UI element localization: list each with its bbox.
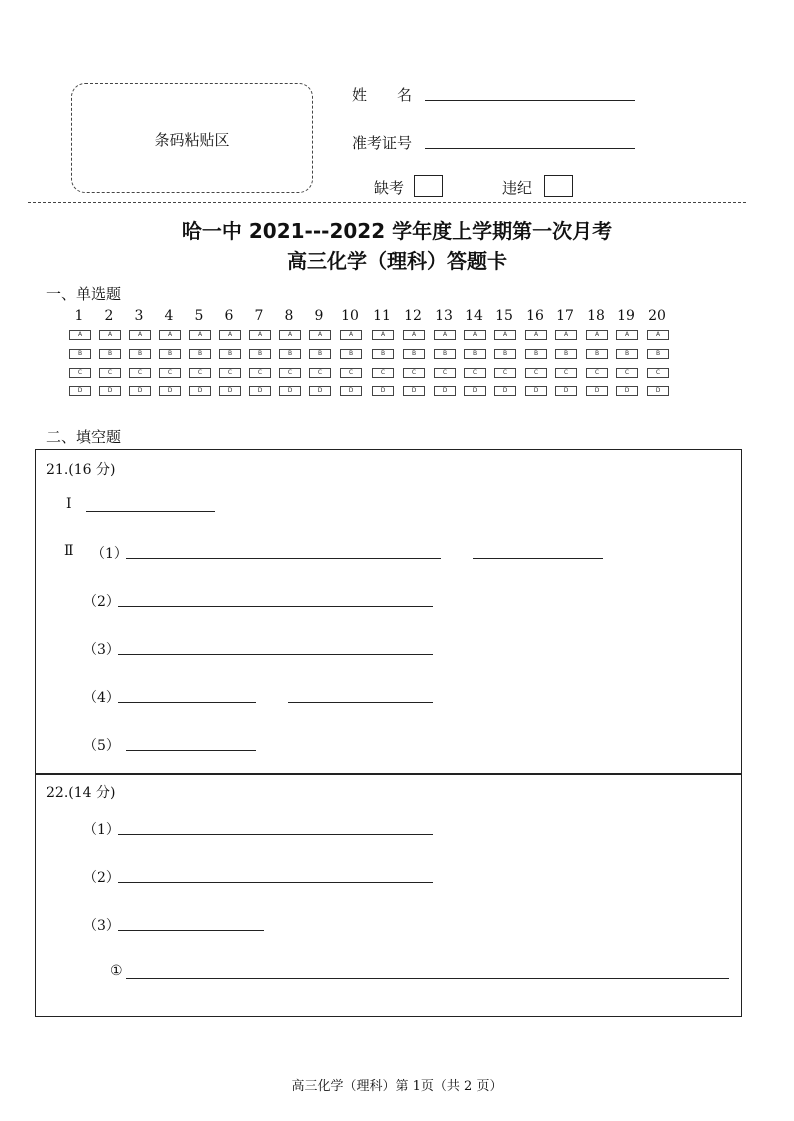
option-bubble-q3-A[interactable]: A [129,330,151,340]
q21-part-2-label: （2） [83,594,120,610]
question-number-19: 19 [617,308,635,324]
option-bubble-q16-C[interactable]: C [525,368,547,378]
option-bubble-q12-B[interactable]: B [403,349,425,359]
q21-part-4-answer-line-b[interactable] [288,702,433,703]
option-bubble-q16-D[interactable]: D [525,386,547,396]
option-bubble-q13-D[interactable]: D [434,386,456,396]
option-bubble-q4-D[interactable]: D [159,386,181,396]
option-bubble-q15-B[interactable]: B [494,349,516,359]
option-bubble-q1-D[interactable]: D [69,386,91,396]
option-bubble-q14-A[interactable]: A [464,330,486,340]
option-bubble-q20-C[interactable]: C [647,368,669,378]
question-number-15: 15 [495,308,513,324]
q22-part-3-label: （3） [83,918,120,934]
option-bubble-q18-D[interactable]: D [586,386,608,396]
question-21-heading: 21.(16 分) [46,462,116,478]
option-bubble-q17-D[interactable]: D [555,386,577,396]
option-bubble-q10-D[interactable]: D [340,386,362,396]
q21-part-3-label: （3） [83,642,120,658]
option-bubble-q11-B[interactable]: B [372,349,394,359]
option-bubble-q17-C[interactable]: C [555,368,577,378]
option-bubble-q15-C[interactable]: C [494,368,516,378]
option-bubble-q17-A[interactable]: A [555,330,577,340]
option-bubble-q11-A[interactable]: A [372,330,394,340]
option-bubble-q10-C[interactable]: C [340,368,362,378]
question-number-9: 9 [314,308,324,324]
question-number-20: 20 [648,308,666,324]
q22-part-1-answer-line[interactable] [118,834,433,835]
option-bubble-q20-D[interactable]: D [647,386,669,396]
question-22-heading: 22.(14 分) [46,785,116,801]
option-bubble-q5-B[interactable]: B [189,349,211,359]
option-bubble-q3-B[interactable]: B [129,349,151,359]
option-bubble-q14-C[interactable]: C [464,368,486,378]
q21-part-4-answer-line-a[interactable] [118,702,256,703]
q21-part-2-answer-line[interactable] [118,606,433,607]
question-number-17: 17 [556,308,574,324]
option-bubble-q18-C[interactable]: C [586,368,608,378]
question-number-6: 6 [224,308,234,324]
barcode-area-label: 条码粘贴区 [154,131,230,149]
option-bubble-q4-B[interactable]: B [159,349,181,359]
option-bubble-q5-C[interactable]: C [189,368,211,378]
question-number-11: 11 [373,308,391,324]
option-bubble-q2-B[interactable]: B [99,349,121,359]
q22-part-1-label: （1） [83,822,120,838]
option-bubble-q9-D[interactable]: D [309,386,331,396]
q21-part-5-answer-line[interactable] [126,750,256,751]
question-number-3: 3 [134,308,144,324]
question-number-1: 1 [74,308,84,324]
section-single-choice-heading: 一、单选题 [46,285,122,303]
option-bubble-q9-C[interactable]: C [309,368,331,378]
option-bubble-q6-D[interactable]: D [219,386,241,396]
option-bubble-q5-D[interactable]: D [189,386,211,396]
option-bubble-q12-A[interactable]: A [403,330,425,340]
option-bubble-q19-A[interactable]: A [616,330,638,340]
option-bubble-q2-C[interactable]: C [99,368,121,378]
option-bubble-q9-A[interactable]: A [309,330,331,340]
option-bubble-q6-B[interactable]: B [219,349,241,359]
option-bubble-q10-B[interactable]: B [340,349,362,359]
question-number-2: 2 [104,308,114,324]
q21-part-1-label: （1） [91,546,128,562]
option-bubble-q18-B[interactable]: B [586,349,608,359]
name-label: 姓 名 [352,86,413,104]
option-bubble-q20-B[interactable]: B [647,349,669,359]
page-footer: 高三化学（理科）第 1页（共 2 页） [291,1079,503,1094]
option-bubble-q1-A[interactable]: A [69,330,91,340]
option-bubble-q1-C[interactable]: C [69,368,91,378]
question-number-18: 18 [587,308,605,324]
question-number-7: 7 [254,308,264,324]
option-bubble-q13-C[interactable]: C [434,368,456,378]
violation-label: 违纪 [502,179,533,197]
option-bubble-q2-A[interactable]: A [99,330,121,340]
q21-part-4-label: （4） [83,690,120,706]
option-bubble-q9-B[interactable]: B [309,349,331,359]
q21-part-1-answer-line-a[interactable] [126,558,441,559]
option-bubble-q12-C[interactable]: C [403,368,425,378]
option-bubble-q15-A[interactable]: A [494,330,516,340]
question-21-box [35,449,742,775]
option-bubble-q14-D[interactable]: D [464,386,486,396]
q21-roman-1-answer-line[interactable] [86,511,215,512]
option-bubble-q11-D[interactable]: D [372,386,394,396]
option-bubble-q16-A[interactable]: A [525,330,547,340]
q21-part-roman-2: Ⅱ [64,543,74,559]
q22-part-3-answer-line[interactable] [118,930,264,931]
exam-title: 哈一中 2021---2022 学年度上学期第一次月考 [181,219,613,243]
option-bubble-q13-A[interactable]: A [434,330,456,340]
question-number-8: 8 [284,308,294,324]
option-bubble-q3-C[interactable]: C [129,368,151,378]
q21-part-5-label: （5） [83,738,120,754]
option-bubble-q19-D[interactable]: D [616,386,638,396]
q22-circled-1-answer-line[interactable] [126,978,729,979]
option-bubble-q4-C[interactable]: C [159,368,181,378]
question-number-4: 4 [164,308,174,324]
option-bubble-q8-C[interactable]: C [279,368,301,378]
option-bubble-q18-A[interactable]: A [586,330,608,340]
option-bubble-q7-A[interactable]: A [249,330,271,340]
question-22-box [35,773,742,1017]
option-bubble-q2-D[interactable]: D [99,386,121,396]
option-bubble-q19-B[interactable]: B [616,349,638,359]
option-bubble-q14-B[interactable]: B [464,349,486,359]
q22-part-2-label: （2） [83,870,120,886]
question-number-5: 5 [194,308,204,324]
option-bubble-q11-C[interactable]: C [372,368,394,378]
option-bubble-q6-A[interactable]: A [219,330,241,340]
option-bubble-q7-D[interactable]: D [249,386,271,396]
question-number-16: 16 [526,308,544,324]
option-bubble-q6-C[interactable]: C [219,368,241,378]
q21-part-roman-1: Ⅰ [66,496,72,512]
q21-part-1-answer-line-b[interactable] [473,558,603,559]
option-bubble-q7-C[interactable]: C [249,368,271,378]
option-bubble-q5-A[interactable]: A [189,330,211,340]
q21-part-3-answer-line[interactable] [118,654,433,655]
option-bubble-q3-D[interactable]: D [129,386,151,396]
question-number-12: 12 [404,308,422,324]
question-number-13: 13 [435,308,453,324]
q22-part-2-answer-line[interactable] [118,882,433,883]
option-bubble-q12-D[interactable]: D [403,386,425,396]
q22-circled-1-label: ① [110,963,123,979]
exam-id-label: 准考证号 [352,134,413,152]
option-bubble-q4-A[interactable]: A [159,330,181,340]
option-bubble-q17-B[interactable]: B [555,349,577,359]
option-bubble-q16-B[interactable]: B [525,349,547,359]
section-fill-blank-heading: 二、填空题 [46,428,122,446]
option-bubble-q20-A[interactable]: A [647,330,669,340]
option-bubble-q15-D[interactable]: D [494,386,516,396]
question-number-10: 10 [341,308,359,324]
option-bubble-q10-A[interactable]: A [340,330,362,340]
option-bubble-q7-B[interactable]: B [249,349,271,359]
option-bubble-q8-B[interactable]: B [279,349,301,359]
multiple-choice-grid [0,0,794,420]
question-number-14: 14 [465,308,483,324]
option-bubble-q8-A[interactable]: A [279,330,301,340]
answer-sheet-title: 高三化学（理科）答题卡 [287,249,507,273]
option-bubble-q19-C[interactable]: C [616,368,638,378]
absent-label: 缺考 [374,179,405,197]
option-bubble-q8-D[interactable]: D [279,386,301,396]
option-bubble-q1-B[interactable]: B [69,349,91,359]
option-bubble-q13-B[interactable]: B [434,349,456,359]
